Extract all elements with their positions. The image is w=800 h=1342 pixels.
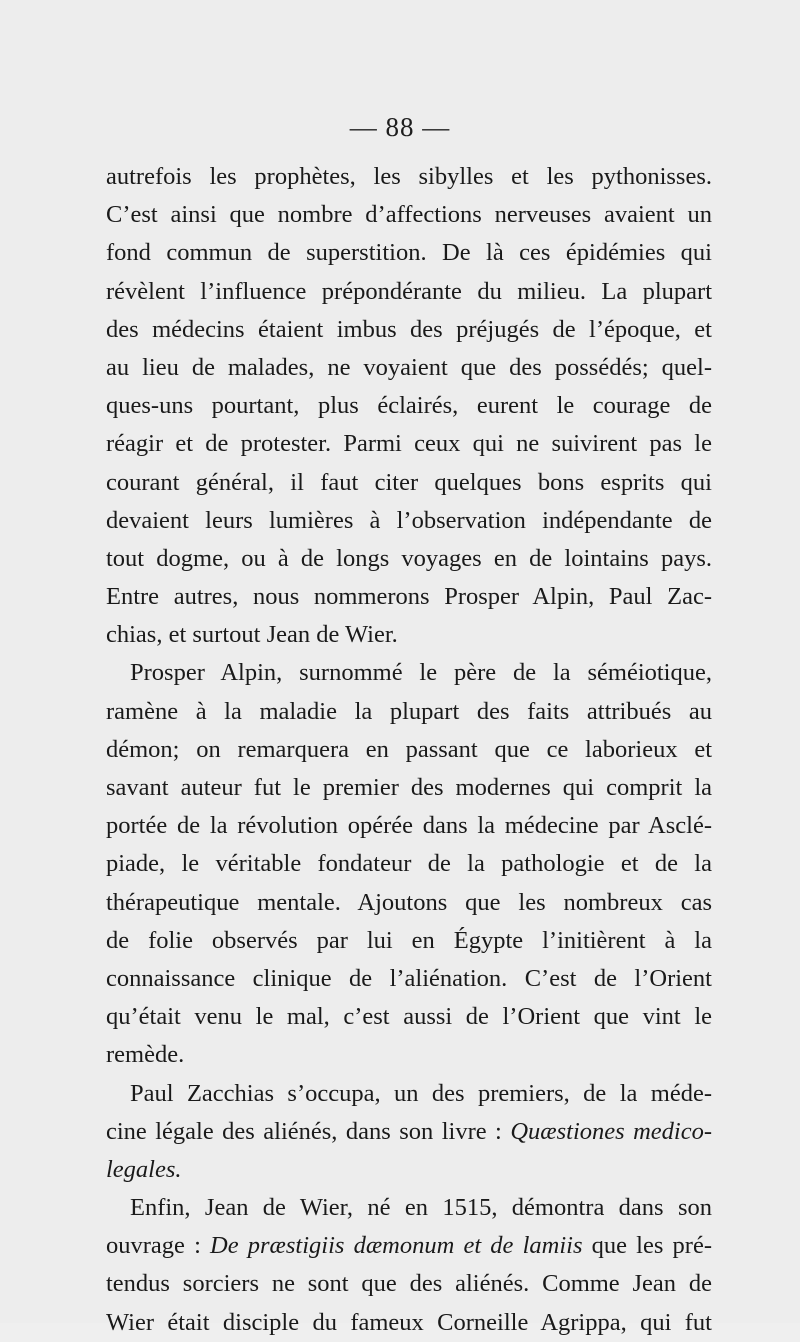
text-line: ques-uns pourtant, plus éclairés, eurent le courage de	[106, 392, 712, 420]
text-line: des médecins étaient imbus des préjugés de l’époque, et	[106, 315, 712, 343]
text-line: révèlent l’influence prépondérante du milieu. La plupart	[106, 277, 712, 305]
text-line: Entre autres, nous nommerons Prosper Alpin, Paul Zac-	[106, 583, 712, 611]
text-line: chias, et surtout Jean de Wier.	[106, 621, 398, 649]
text-line	[106, 1113, 712, 1151]
text-line-roman: Paul Zacchias s’occupa, un des premiers, de la méde-	[130, 1079, 712, 1107]
text-line: de folie observés par lui en Égypte l’initièrent à la	[106, 926, 712, 954]
book-title-italic: Quæstiones medico-	[510, 1117, 713, 1145]
book-title-italic: De præstigiis dæmonum et de lamiis	[210, 1232, 583, 1260]
text-line: démon; on remarquera en passant que ce laborieux et	[106, 735, 712, 763]
text-line: devaient leurs lumières à l’observation indépendante de	[106, 506, 712, 534]
text-line: connaissance clinique de l’aliénation. C’est de l’Orient	[106, 964, 712, 992]
page-number: — 88 —	[349, 112, 451, 142]
text-line: réagir et de protester. Parmi ceux qui ne suivirent pas le	[106, 430, 712, 458]
text-line: remède.	[106, 1041, 185, 1069]
text-line: Enfin, Jean de Wier, né en 1515, démontra dans son	[130, 1194, 712, 1222]
text-line-roman: cine légale des aliénés, dans son livre :	[106, 1117, 511, 1145]
text-line: tendus sorciers ne sont que des aliénés. Comme Jean de	[106, 1270, 712, 1298]
body-text	[106, 158, 712, 1342]
text-line-roman: que les pré-	[582, 1232, 712, 1260]
text-line: Prosper Alpin, surnommé le père de la séméiotique,	[130, 659, 712, 687]
text-line	[106, 1151, 712, 1189]
text-line: au lieu de malades, ne voyaient que des possédés; quel-	[106, 353, 712, 381]
text-line: thérapeutique mentale. Ajoutons que les nombreux cas	[106, 888, 712, 916]
text-line: courant général, il faut citer quelques bons esprits qui	[106, 468, 712, 496]
text-line: ramène à la maladie la plupart des faits attribués au	[106, 697, 712, 725]
text-line: autrefois les prophètes, les sibylles et les pythonisses.	[106, 163, 712, 190]
text-line: savant auteur fut le premier des modernes qui comprit la	[106, 774, 712, 801]
text-line: tout dogme, ou à de longs voyages en de lointains pays.	[106, 544, 712, 572]
text-line	[106, 1075, 712, 1113]
text-line	[106, 1227, 712, 1265]
text-line: portée de la révolution opérée dans la médecine par Asclé-	[106, 812, 712, 840]
text-line: qu’était venu le mal, c’est aussi de l’Orient que vint le	[106, 1003, 712, 1031]
text-line: C’est ainsi que nombre d’affections nerveuses avaient un	[106, 201, 712, 229]
text-line: fond commun de superstition. De là ces épidémies qui	[106, 239, 712, 267]
book-title-italic: legales.	[106, 1155, 182, 1183]
text-line-roman: ouvrage :	[106, 1232, 211, 1260]
text-line: Wier était disciple du fameux Corneille Agrippa, qui fut	[106, 1308, 712, 1336]
text-line: piade, le véritable fondateur de la pathologie et de la	[106, 850, 712, 878]
